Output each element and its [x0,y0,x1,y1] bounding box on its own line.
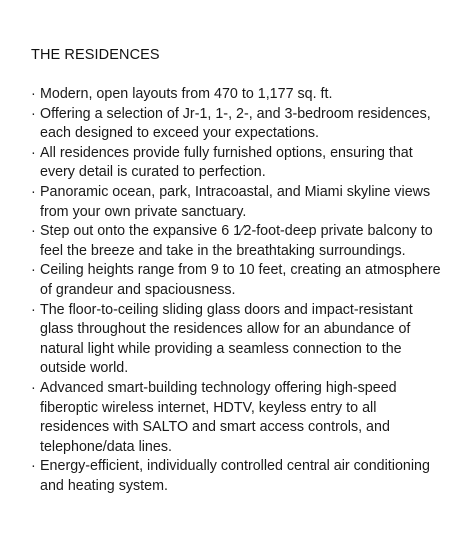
list-item [31,144,443,183]
list-item [31,85,443,105]
list-item-text: Energy-efficient, individually controlled central air conditioning and heating system. [40,458,430,494]
list-item [31,379,443,457]
list-item-text: Advanced smart-building technology offering high-speed fiberoptic wireless internet, HDTV, keyless entry to all residences with SALTO and smart access controls, and telephone/data lines. [40,379,397,455]
section-title: THE RESIDENCES [31,47,160,63]
list-item-text: All residences provide fully furnished options, ensuring that every detail is curated to perfection. [40,144,413,181]
list-item [31,457,443,496]
list-item [31,222,443,261]
features-list [31,85,443,496]
bullet-icon: · [31,183,36,200]
list-item-text: Ceiling heights range from 9 to 10 feet, creating an atmosphere of grandeur and spaciousness. [40,262,441,298]
list-item [31,301,443,379]
bullet-icon: · [31,223,36,240]
list-item [31,261,443,300]
list-item-text: Step out onto the expansive 6 1⁄2-foot-deep private balcony to feel the breeze and take in the breathtaking surroundings. [40,223,433,259]
bullet-icon: · [31,458,36,475]
bullet-icon: · [31,379,36,396]
list-item [31,183,443,222]
bullet-icon: · [31,301,36,318]
list-item-text: The floor-to-ceiling sliding glass doors and impact-resistant glass throughout the residences allow for an abundance of natural light while providing a seamless connection to the outside world. [40,301,413,377]
list-item-text: Modern, open layouts from 470 to 1,177 sq. ft. [40,86,333,102]
list-item [31,105,443,144]
bullet-icon: · [31,262,36,279]
bullet-icon: · [31,144,36,161]
list-item-text: Offering a selection of Jr-1, 1-, 2-, and 3-bedroom residences, each designed to exceed your expectations. [40,105,431,142]
list-item-text: Panoramic ocean, park, Intracoastal, and Miami skyline views from your own private sanctuary. [40,183,431,220]
bullet-icon: · [31,105,36,122]
bullet-icon: · [31,86,36,102]
